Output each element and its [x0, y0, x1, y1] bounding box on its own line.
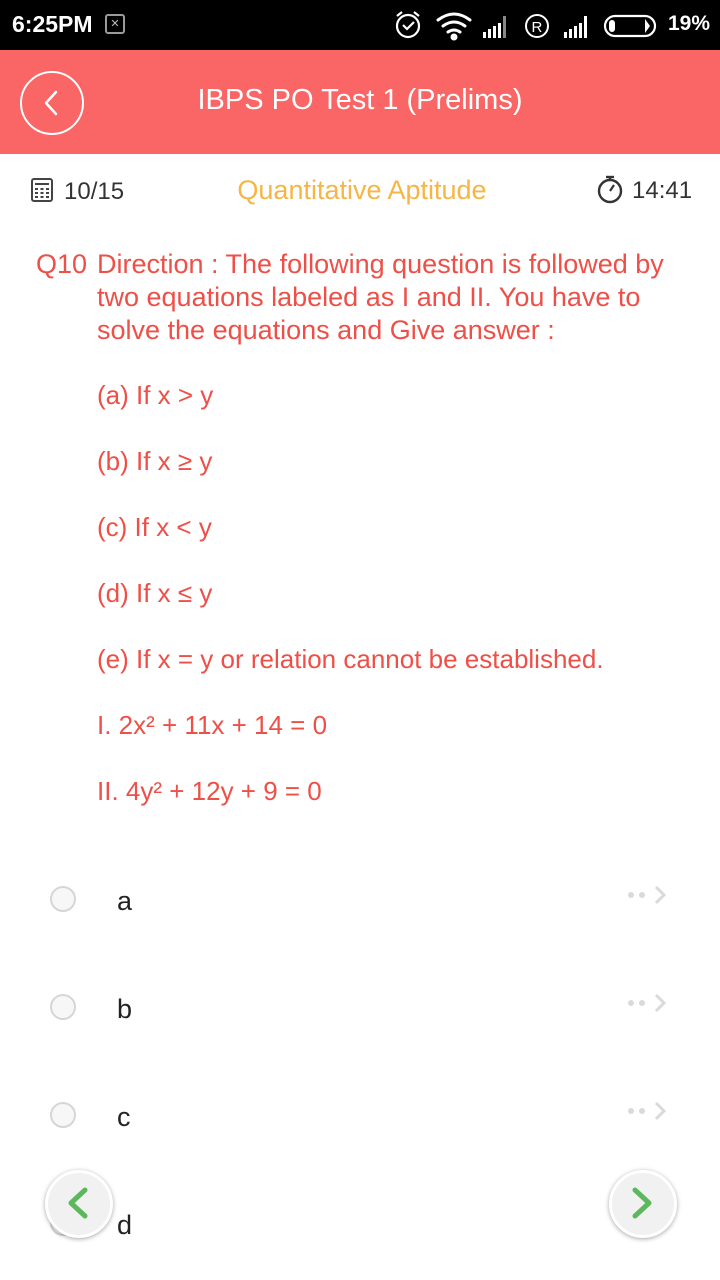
option-label: b	[117, 994, 133, 1024]
question-counter: 10/15	[64, 178, 125, 205]
more-dots-icon[interactable]	[626, 991, 672, 1015]
more-dots-icon[interactable]	[626, 1099, 672, 1123]
option-label: a	[117, 886, 133, 916]
signal-icon	[483, 16, 506, 38]
radio-button[interactable]	[50, 994, 76, 1020]
notification-icon: ✕	[105, 14, 125, 34]
chevron-left-icon	[63, 1187, 93, 1219]
timer: 14:41	[632, 177, 693, 204]
roaming-icon	[526, 15, 548, 37]
next-question-button[interactable]	[609, 1170, 677, 1238]
question-text: Direction : The following question is followed by two equations labeled as I and II. You have to solve the equations and Give answer :	[97, 249, 664, 345]
option-label: d	[117, 1210, 133, 1240]
status-time: 6:25PM	[12, 11, 93, 37]
section-title: Quantitative Aptitude	[237, 175, 487, 205]
equation-one: I. 2x² + 11x + 14 = 0	[97, 710, 328, 740]
choice-description: (a) If x > y	[97, 380, 214, 410]
answer-option-d[interactable]	[0, 1169, 720, 1277]
status-icons	[392, 8, 662, 42]
svg-text:R: R	[531, 19, 543, 36]
status-bar	[0, 0, 720, 50]
equation-two: II. 4y² + 12y + 9 = 0	[97, 776, 322, 806]
radio-button[interactable]	[50, 1102, 76, 1128]
choice-description: (e) If x = y or relation cannot be established.	[97, 644, 604, 674]
radio-button[interactable]	[50, 886, 76, 912]
answer-option-b[interactable]	[0, 953, 720, 1061]
battery-icon	[605, 16, 655, 36]
signal-icon-2	[564, 16, 587, 38]
answer-option-c[interactable]	[0, 1061, 720, 1169]
previous-question-button[interactable]	[45, 1170, 113, 1238]
battery-percent: 19%	[668, 12, 711, 35]
info-bar	[0, 154, 720, 226]
page-title: IBPS PO Test 1 (Prelims)	[197, 84, 523, 116]
question-number: Q10	[36, 249, 88, 279]
wifi-icon	[438, 14, 470, 39]
app-bar	[0, 50, 720, 154]
choice-description: (d) If x ≤ y	[97, 578, 213, 608]
choice-description: (b) If x ≥ y	[97, 446, 213, 476]
more-dots-icon[interactable]	[626, 883, 672, 907]
chevron-right-icon	[627, 1187, 657, 1219]
option-label: c	[117, 1102, 131, 1132]
answer-option-a[interactable]	[0, 845, 720, 953]
stopwatch-icon	[596, 174, 624, 204]
alarm-icon	[397, 12, 419, 37]
choice-description: (c) If x < y	[97, 512, 212, 542]
